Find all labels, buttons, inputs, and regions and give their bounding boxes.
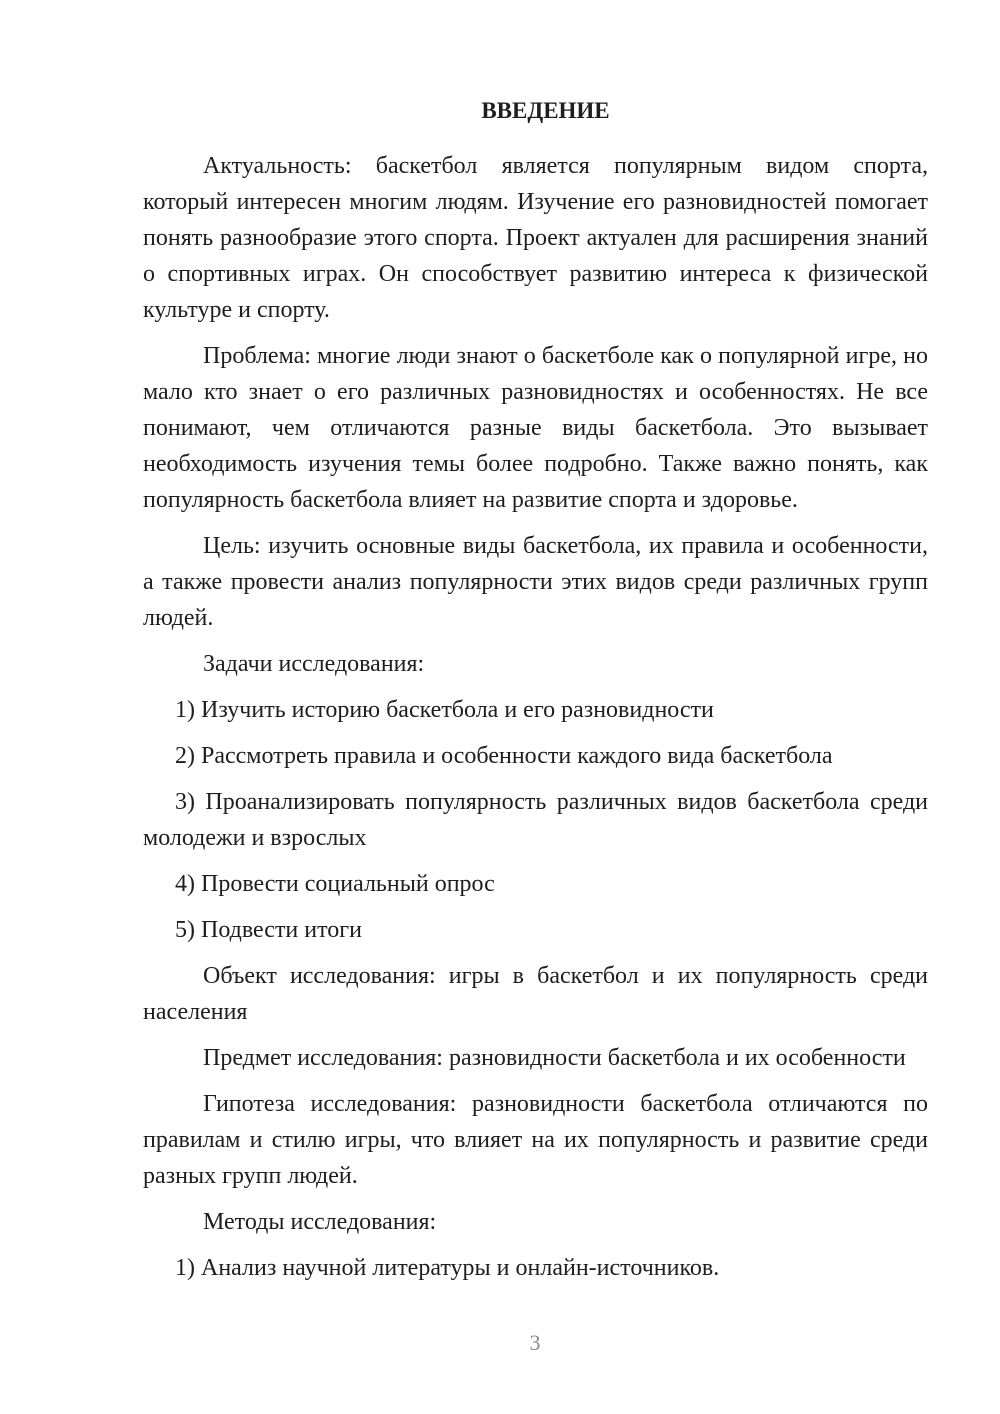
method-item: 1) Анализ научной литературы и онлайн-источников. [175,1255,720,1281]
object-paragraph: Объект исследования: игры в баскетбол и их популярность среди населения [143,963,928,1025]
problem-paragraph: Проблема: многие люди знают о баскетболе как о популярной игре, но мало кто знает о его различных разновидностях и особенностях. Не все понимают, чем отличаются разные виды баскетбола. Это вызывает необходимость изучения темы более подробно. Также важно понять, как популярность баскетбола влияет на развитие спорта и здоровье. [143,343,928,513]
goal-paragraph: Цель: изучить основные виды баскетбола, их правила и особенности, а также провести анализ популярности этих видов среди различных групп людей. [143,533,928,631]
task-item: 1) Изучить историю баскетбола и его разновидности [175,697,714,723]
page-number: 3 [529,1330,541,1355]
relevance-paragraph: Актуальность: баскетбол является популярным видом спорта, который интересен многим людям. Изучение его разновидностей помогает понять разнообразие этого спорта. Проект актуален для расширения знаний о спортивных играх. Он способствует развитию интереса к физической культуре и спорту. [143,153,928,323]
task-item: 4) Провести социальный опрос [175,871,495,897]
tasks-heading: Задачи исследования: [203,651,425,677]
task-item: 2) Рассмотреть правила и особенности каждого вида баскетбола [175,743,833,769]
task-item: 5) Подвести итоги [175,917,362,943]
task-item: 3) Проанализировать популярность различных видов баскетбола среди молодежи и взрослых [143,789,928,851]
hypothesis-paragraph: Гипотеза исследования: разновидности баскетбола отличаются по правилам и стилю игры, что влияет на их популярность и развитие среди разных групп людей. [143,1091,928,1189]
methods-heading: Методы исследования: [203,1209,437,1235]
document-page [143,94,928,1296]
page-title: ВВЕДЕНИЕ [481,98,610,123]
subject-paragraph: Предмет исследования: разновидности баскетбола и их особенности [203,1045,906,1071]
